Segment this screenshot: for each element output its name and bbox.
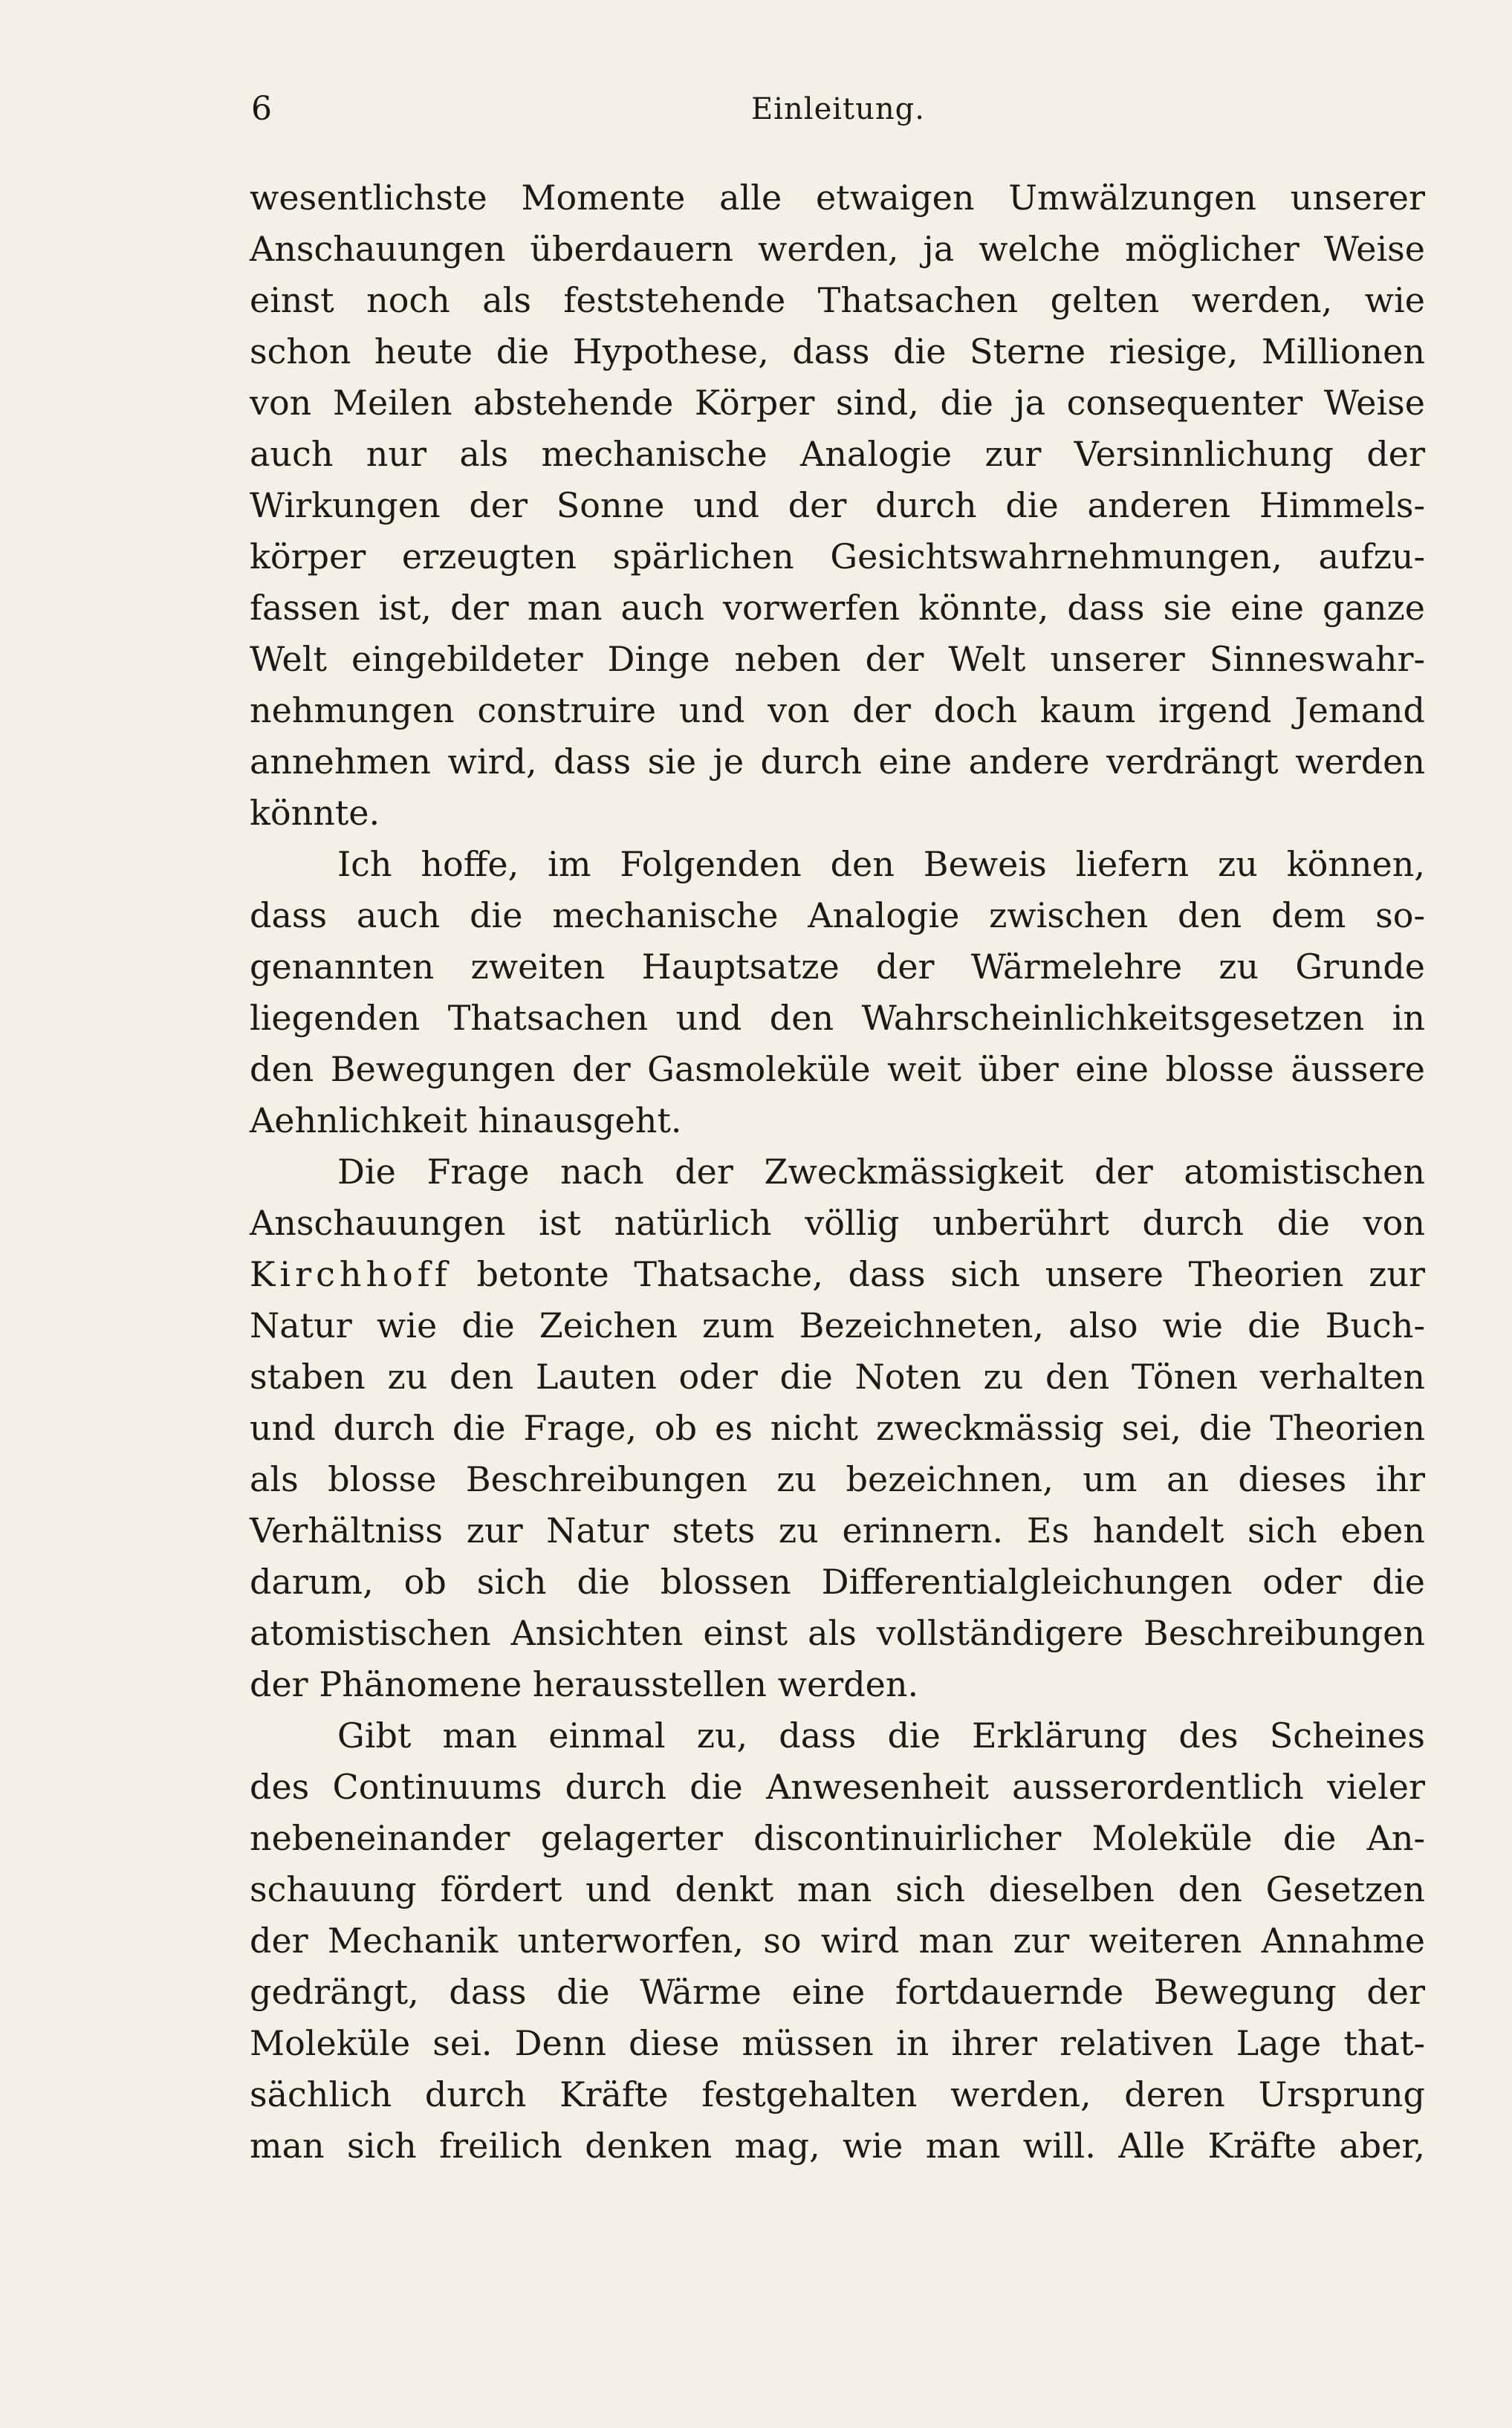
- text-line: der Mechanik unterworfen, so wird man zur weiteren Annahme: [250, 1921, 1425, 1961]
- text-line: Verhältniss zur Natur stets zu erinnern. Es handelt sich eben: [250, 1510, 1425, 1551]
- text-line: Gibt man einmal zu, dass die Erklärung des Scheines: [337, 1715, 1425, 1756]
- text-line: Kirchhoff betonte Thatsache, dass sich unsere Theorien zur: [250, 1254, 1425, 1294]
- running-head: Einleitung.: [751, 92, 925, 126]
- text-line: fassen ist, der man auch vorwerfen könnte, dass sie eine ganze: [250, 588, 1425, 628]
- text-line: den Bewegungen der Gasmoleküle weit über eine blosse äussere: [250, 1049, 1425, 1089]
- text-line: des Continuums durch die Anwesenheit ausserordentlich vieler: [250, 1767, 1425, 1807]
- page-number: 6: [251, 90, 272, 128]
- text-line: als blosse Beschreibungen zu bezeichnen, um an dieses ihr: [250, 1459, 1425, 1499]
- body-text: [250, 172, 1425, 2172]
- text-line: staben zu den Lauten oder die Noten zu den Tönen verhalten: [250, 1357, 1425, 1397]
- text-line: Moleküle sei. Denn diese müssen in ihrer relativen Lage that-: [250, 2023, 1425, 2063]
- text-line: einst noch als feststehende Thatsachen gelten werden, wie: [250, 280, 1425, 320]
- text-line: genannten zweiten Hauptsatze der Wärmelehre zu Grunde: [250, 947, 1425, 987]
- text-line: gedrängt, dass die Wärme eine fortdauernde Bewegung der: [250, 1972, 1425, 2012]
- text-line: könnte.: [250, 793, 380, 833]
- text-line: Aehnlichkeit hinausgeht.: [250, 1100, 682, 1140]
- text-line: darum, ob sich die blossen Differentialgleichungen oder die: [250, 1562, 1425, 1602]
- text-line: liegenden Thatsachen und den Wahrscheinlichkeitsgesetzen in: [250, 998, 1425, 1038]
- text-line: von Meilen abstehende Körper sind, die ja consequenter Weise: [250, 383, 1425, 423]
- text-line: wesentlichste Momente alle etwaigen Umwälzungen unserer: [250, 178, 1425, 218]
- text-line: nehmungen construire und von der doch kaum irgend Jemand: [250, 690, 1425, 730]
- text-line: sächlich durch Kräfte festgehalten werden, deren Ursprung: [250, 2074, 1425, 2114]
- text-line: schauung fördert und denkt man sich dieselben den Gesetzen: [250, 1869, 1425, 1909]
- text-line: dass auch die mechanische Analogie zwischen den dem so-: [250, 895, 1425, 935]
- text-line: nebeneinander gelagerter discontinuirlicher Moleküle die An-: [250, 1818, 1425, 1858]
- text-line: man sich freilich denken mag, wie man will. Alle Kräfte aber,: [250, 2126, 1425, 2166]
- text-line: Welt eingebildeter Dinge neben der Welt unserer Sinneswahr-: [250, 639, 1425, 679]
- text-line: Anschauungen überdauern werden, ja welche möglicher Weise: [250, 229, 1425, 269]
- text-line: auch nur als mechanische Analogie zur Versinnlichung der: [250, 434, 1425, 474]
- text-line: der Phänomene herausstellen werden.: [250, 1664, 919, 1704]
- page-header: [251, 83, 1425, 135]
- text-line: atomistischen Ansichten einst als vollständigere Beschreibungen: [250, 1613, 1425, 1653]
- text-line: und durch die Frage, ob es nicht zweckmässig sei, die Theorien: [250, 1408, 1425, 1448]
- text-line: Ich hoffe, im Folgenden den Beweis liefern zu können,: [337, 844, 1425, 884]
- text-line: annehmen wird, dass sie je durch eine andere verdrängt werden: [250, 741, 1425, 782]
- text-line: Die Frage nach der Zweckmässigkeit der atomistischen: [337, 1152, 1425, 1192]
- spaced-name: Kirchhoff: [250, 1254, 452, 1294]
- text-line: körper erzeugten spärlichen Gesichtswahrnehmungen, aufzu-: [250, 536, 1425, 577]
- text-line: Anschauungen ist natürlich völlig unberührt durch die von: [250, 1203, 1425, 1243]
- text-line: schon heute die Hypothese, dass die Sterne riesige, Millionen: [250, 331, 1425, 371]
- text-line: Wirkungen der Sonne und der durch die anderen Himmels-: [250, 485, 1425, 525]
- text-line: Natur wie die Zeichen zum Bezeichneten, also wie die Buch-: [250, 1305, 1425, 1346]
